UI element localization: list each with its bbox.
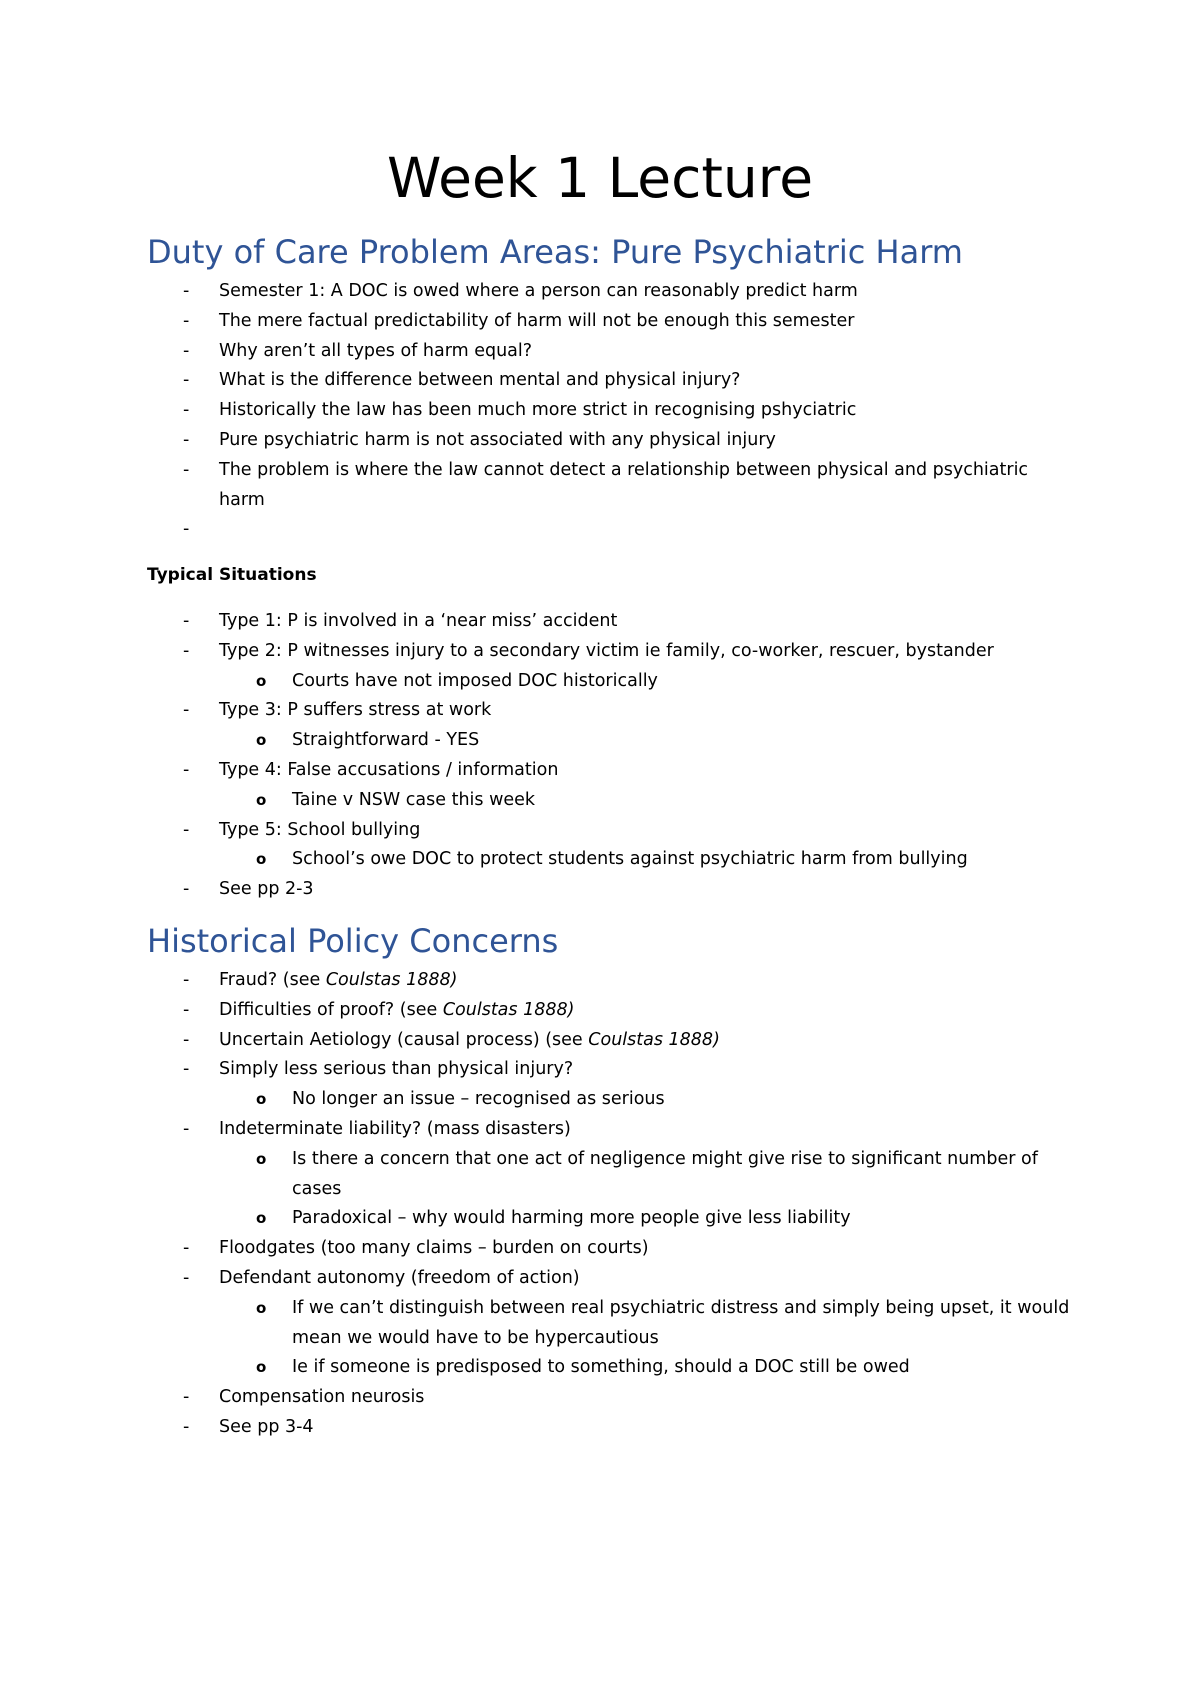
typical-situations-list xyxy=(0,607,1200,905)
case-citation: Coulstas 1888) xyxy=(325,970,458,990)
list-item: - Indeterminate liability? (mass disasters) xyxy=(0,1115,1079,1145)
case-citation: Coulstas 1888) xyxy=(588,1029,720,1050)
dash-marker: - xyxy=(183,1387,190,1408)
bullet-marker: o xyxy=(256,671,267,690)
sub-list-item: o Taine v NSW case this week xyxy=(0,786,1072,816)
bullet-marker: o xyxy=(256,1358,267,1377)
dash-marker: - xyxy=(183,340,190,361)
subheading-typical-situations: Typical Situations xyxy=(147,565,317,585)
dash-marker: - xyxy=(183,700,190,721)
bullet-marker: o xyxy=(256,1298,267,1317)
dash-marker: - xyxy=(183,1029,190,1050)
bullet-marker: o xyxy=(256,1209,267,1228)
list-item: - See pp 3-4 xyxy=(0,1413,1079,1443)
list-item: - Compensation neurosis xyxy=(0,1383,1079,1413)
dash-marker: - xyxy=(183,640,190,661)
list-item: - Why aren’t all types of harm equal? xyxy=(0,337,1079,367)
dash-marker: - xyxy=(183,310,190,331)
sub-list-item: o Ie if someone is predisposed to something, should a DOC still be owed xyxy=(0,1353,1072,1383)
list-item: - Pure psychiatric harm is not associated with any physical injury xyxy=(0,426,1079,456)
list-item: - Type 5: School bullying xyxy=(0,816,1079,846)
list-item: - Type 1: P is involved in a ‘near miss’ accident xyxy=(0,607,1079,637)
dash-marker: - xyxy=(183,879,190,900)
bullet-marker: o xyxy=(256,731,267,750)
dash-marker: - xyxy=(183,429,190,450)
list-item: - Fraud? (see Coulstas 1888) xyxy=(0,966,1079,996)
sub-list-item: o Paradoxical – why would harming more people give less liability xyxy=(0,1204,1072,1234)
dash-marker: - xyxy=(183,1267,190,1288)
section-heading-pure-psychiatric-harm: Duty of Care Problem Areas: Pure Psychiatric Harm xyxy=(147,233,963,271)
list-item: - What is the difference between mental and physical injury? xyxy=(0,366,1079,396)
page-title: Week 1 Lecture xyxy=(386,146,814,210)
dash-marker: - xyxy=(183,970,190,990)
section2-list xyxy=(0,966,1200,1443)
dash-marker: - xyxy=(183,1416,190,1437)
bullet-marker: o xyxy=(256,1149,267,1168)
list-item: - Difficulties of proof? (see Coulstas 1888) xyxy=(0,996,1079,1026)
bullet-marker: o xyxy=(256,1090,267,1109)
list-item: - Defendant autonomy (freedom of action) xyxy=(0,1264,1079,1294)
sub-list-item: o If we can’t distinguish between real psychiatric distress and simply being upset, it would mean we would have to be hypercautious xyxy=(0,1294,1072,1354)
list-item: - The mere factual predictability of harm will not be enough this semester xyxy=(0,307,1079,337)
sub-list-item: o School’s owe DOC to protect students against psychiatric harm from bullying xyxy=(0,845,1072,875)
list-item: - Semester 1: A DOC is owed where a person can reasonably predict harm xyxy=(0,277,1079,307)
sub-list-item: o Is there a concern that one act of negligence might give rise to significant number of cases xyxy=(0,1145,1072,1205)
dash-marker: - xyxy=(183,1238,190,1259)
sub-list-item: o No longer an issue – recognised as serious xyxy=(0,1085,1072,1115)
list-item: - See pp 2-3 xyxy=(0,875,1079,905)
dash-marker: - xyxy=(183,1059,190,1080)
sub-list-item: o Courts have not imposed DOC historically xyxy=(0,667,1072,697)
dash-marker: - xyxy=(183,459,190,480)
dash-marker: - xyxy=(183,370,190,391)
case-citation: Coulstas 1888) xyxy=(442,999,575,1020)
dash-marker: - xyxy=(183,281,190,301)
list-item: - Type 3: P suffers stress at work xyxy=(0,696,1079,726)
list-item: - Type 4: False accusations / information xyxy=(0,756,1079,786)
dash-marker: - xyxy=(183,400,190,421)
list-item: - Type 2: P witnesses injury to a secondary victim ie family, co-worker, rescuer, bystander xyxy=(0,637,1079,667)
section-heading-historical-policy-concerns: Historical Policy Concerns xyxy=(147,922,559,960)
section1-list xyxy=(0,277,1200,540)
dash-marker: - xyxy=(183,999,190,1020)
list-item: - Historically the law has been much more strict in recognising pshyciatric xyxy=(0,396,1079,426)
dash-marker: - xyxy=(183,819,190,840)
bullet-marker: o xyxy=(256,790,267,809)
dash-marker: - xyxy=(183,519,190,540)
sub-list-item: o Straightforward - YES xyxy=(0,726,1072,756)
dash-marker: - xyxy=(183,759,190,780)
list-item: - Floodgates (too many claims – burden on courts) xyxy=(0,1234,1079,1264)
bullet-marker: o xyxy=(256,850,267,869)
list-item: - The problem is where the law cannot detect a relationship between physical and psychiatric harm xyxy=(0,456,1079,516)
dash-marker: - xyxy=(183,611,190,631)
list-item: - Uncertain Aetiology (causal process) (see Coulstas 1888) xyxy=(0,1026,1079,1056)
dash-marker: - xyxy=(183,1118,190,1139)
list-item: - Simply less serious than physical injury? xyxy=(0,1055,1079,1085)
